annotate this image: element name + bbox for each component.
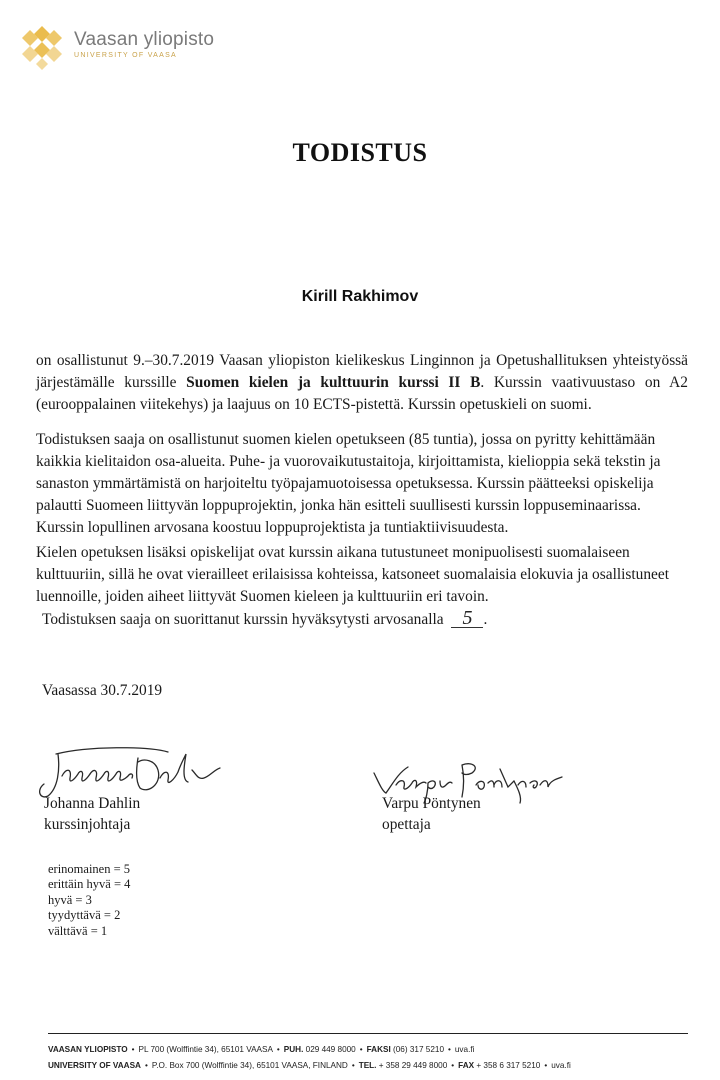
- grading-scale-item: tyydyttävä = 2: [48, 908, 121, 923]
- course-name: Suomen kielen ja kulttuurin kurssi II B: [186, 374, 481, 391]
- course-paragraph: [36, 350, 688, 416]
- signer-name: Johanna Dahlin: [44, 795, 141, 812]
- signer-role: opettaja: [382, 816, 431, 833]
- grading-scale-item: erinomainen = 5: [48, 862, 131, 876]
- footer-fax: + 358 6 317 5210: [476, 1061, 541, 1070]
- signer-right: [382, 793, 481, 835]
- footer-fax: (06) 317 5210: [393, 1045, 444, 1054]
- footer-org: UNIVERSITY OF VAASA: [48, 1061, 141, 1070]
- grade-text: Todistuksen saaja on suorittanut kurssin hyväksytysti arvosanalla: [42, 611, 444, 628]
- logo-subtitle: UNIVERSITY OF VAASA: [74, 51, 178, 59]
- university-logo: [16, 18, 214, 70]
- place-date: Vaasassa 30.7.2019: [42, 682, 163, 699]
- grade-end: .: [483, 611, 488, 628]
- footer-web: uva.fi: [454, 1045, 475, 1054]
- footer-address: P.O. Box 700 (Wolffintie 34), 65101 VAASA, FINLAND: [151, 1061, 348, 1070]
- document-title: TODISTUS: [292, 138, 428, 167]
- footer-divider: [48, 1033, 688, 1034]
- footer-address: PL 700 (Wolffintie 34), 65101 VAASA: [138, 1045, 273, 1054]
- grading-scale-item: hyvä = 3: [48, 892, 92, 907]
- footer-english: UNIVERSITY OF VAASA • P.O. Box 700 (Wolffintie 34), 65101 VAASA, FINLAND • TEL. + 358 29 449 8000 • FAX + 358 6 317 5210 • uva.fi: [48, 1061, 571, 1070]
- footer-phone: + 358 29 449 8000: [378, 1061, 448, 1070]
- signer-role: kurssinjohtaja: [44, 816, 131, 833]
- teaching-paragraph: Todistuksen saaja on osallistunut suomen kielen opetukseen (85 tuntia), jossa on pyritty kehittämään kaikkia kielitaidon osa-alueita. Puhe- ja vuorovaikutustaitoja, kirjoittamista, kielioppia sekä tekstin ja sanaston ymmärtämistä on harjoiteltu työpajamuotoisessa opetuksessa. Kurssin päätteeksi opiskelija palautti Suomeen liittyvän loppuprojektin, jonka hän esitteli suullisesti kurssin loppuseminaarissa. Kurssin lopullinen arvosana koostuu loppuprojektista ja tuntiaktiivisuudesta.: [36, 431, 661, 536]
- footer-org: VAASAN YLIOPISTO: [48, 1045, 128, 1054]
- culture-paragraph: Kielen opetuksen lisäksi opiskelijat ovat kurssin aikana tutustuneet monipuolisesti suomalaiseen kulttuuriin, sillä he ovat vierailleet erilaisissa kohteissa, katsoneet suomalaisia elokuvia ja osallistuneet luennoille, joiden aiheet liittyvät Suomen kieleen ja kulttuuriin eri tavoin.: [36, 544, 669, 605]
- footer-web: uva.fi: [551, 1061, 571, 1070]
- grading-scale: [48, 862, 130, 939]
- course-text-after: . Kurssin vaativuustaso on A2 (eurooppalainen viitekehys) ja laajuus on 10 ECTS-pistettä. Kurssin opetuskieli on suomi.: [36, 374, 688, 413]
- footer-phone-label: PUH.: [283, 1045, 304, 1054]
- signer-left: [44, 793, 140, 835]
- university-emblem-icon: [16, 18, 68, 70]
- footer-phone-label: TEL.: [358, 1061, 377, 1070]
- grade-value: 5: [451, 609, 483, 628]
- recipient-name: Kirill Rakhimov: [301, 288, 419, 305]
- signer-name: Varpu Pöntynen: [382, 795, 481, 812]
- footer-finnish: VAASAN YLIOPISTO • PL 700 (Wolffintie 34), 65101 VAASA • PUH. 029 449 8000 • FAKSI (06) 317 5210 • uva.fi: [48, 1045, 475, 1054]
- grading-scale-item: erittäin hyvä = 4: [48, 877, 131, 892]
- grade-statement: [42, 609, 487, 629]
- footer-phone: 029 449 8000: [305, 1045, 356, 1054]
- course-text-before: on osallistunut 9.–30.7.2019 Vaasan yliopiston kielikeskus Linginnon ja Opetushallituksen yhteistyössä järjestämälle kurssille: [36, 352, 688, 391]
- grading-scale-item: välttävä = 1: [48, 923, 108, 938]
- footer-fax-label: FAKSI: [366, 1045, 391, 1054]
- logo-name: Vaasan yliopisto: [74, 28, 215, 50]
- footer-fax-label: FAX: [458, 1061, 475, 1070]
